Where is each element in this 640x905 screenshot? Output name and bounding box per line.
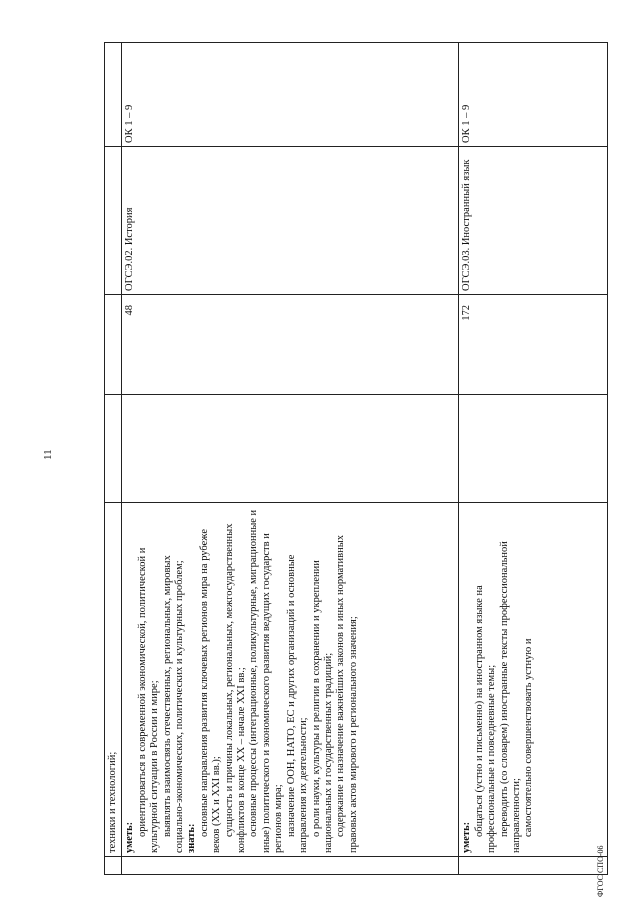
- table-cell-empty: [122, 857, 459, 875]
- table-cell-empty: [459, 395, 608, 503]
- content-line: общаться (устно и письменно) на иностранном языке на профессиональные и повседневные темы;: [473, 585, 498, 853]
- curriculum-table: [104, 42, 608, 875]
- content-line: о роли науки, культуры и религии в сохранении и укреплении национальных и государственных традиций;: [310, 560, 334, 853]
- discipline-cell: ОГСЭ.02. История: [122, 147, 459, 295]
- hours-cell: 48: [122, 295, 459, 395]
- content-line: содержание и назначение важнейших законов и иных нормативных правовых актов мирового и регионального значения;: [335, 534, 359, 853]
- competencies-cell: ОК 1 – 9: [122, 43, 459, 147]
- competencies-cell: ОК 1 – 9: [459, 43, 608, 147]
- table-header-row: [105, 43, 122, 875]
- table-cell-empty: [459, 857, 608, 875]
- page-number: 11: [42, 449, 54, 460]
- content-line: самостоятельно совершенствовать устную и: [523, 638, 535, 837]
- table-row: [459, 43, 608, 875]
- table-row: [122, 43, 459, 875]
- footer-label: ФГОС СПО-06: [596, 845, 605, 897]
- table-cell-empty: [105, 857, 122, 875]
- table-cell-empty: [105, 395, 122, 503]
- hours-cell: 172: [459, 295, 608, 395]
- table-cell-empty: [105, 295, 122, 395]
- content-line: сущность и причины локальных, региональных, межгосударственных конфликтов в конце XX – начале XXI вв.;: [223, 523, 248, 853]
- content-line: ориентироваться в современной экономической, политической и культурной ситуации в России и мире;: [136, 547, 161, 853]
- content-line: уметь:: [461, 821, 473, 853]
- content-line: уметь:: [124, 821, 136, 853]
- table-cell-empty: [105, 43, 122, 147]
- content-line: выявлять взаимосвязь отечественных, региональных, мировых социально-экономических, политических и культурных проблем;: [161, 555, 186, 853]
- content-cell: [459, 503, 608, 857]
- table-cell-empty: [122, 395, 459, 503]
- content-line: знать:: [186, 823, 198, 853]
- content-line: переводить (со словарем) иностранные тексты профессиональной направленности;: [498, 541, 523, 853]
- content-line: назначение ООН, НАТО, ЕС и других организаций и основные направления их деятельности;: [285, 554, 310, 853]
- content-line: основные процессы (интеграционные, поликультурные, миграционные и иные) политического и экономического развития ведущих государств и регионов мира;: [248, 509, 285, 853]
- discipline-cell: ОГСЭ.03. Иностранный язык: [459, 147, 608, 295]
- header-text-cell: техники и технологий;: [105, 503, 122, 857]
- table-cell-empty: [105, 147, 122, 295]
- content-cell: [122, 503, 459, 857]
- content-line: основные направления развития ключевых регионов мира на рубеже веков (XX и XXI вв.);: [198, 528, 223, 853]
